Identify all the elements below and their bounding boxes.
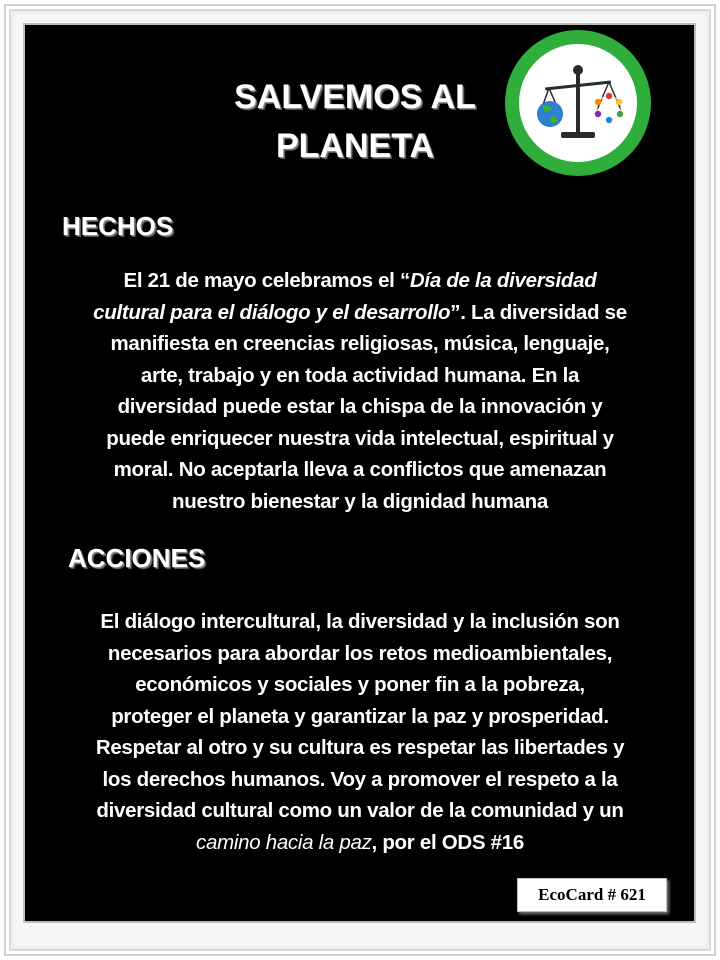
- acciones-line: El diálogo intercultural, la diversidad y la inclusión son: [100, 610, 620, 633]
- hechos-line: moral. No aceptarla lleva a conflictos que amenazan: [113, 458, 607, 481]
- hechos-paragraph: [39, 265, 681, 517]
- hechos-line: nuestro bienestar y la dignidad humana: [172, 489, 548, 513]
- hechos-line: manifiesta en creencias religiosas, música, lenguaje,: [110, 332, 610, 355]
- globe-icon: [537, 101, 563, 127]
- hechos-line: diversidad puede estar la chispa de la innovación y: [117, 395, 603, 418]
- acciones-line: proteger el planeta y garantizar la paz y prosperidad.: [111, 704, 609, 728]
- acciones-line: económicos y sociales y poner fin a la pobreza,: [135, 673, 585, 696]
- acciones-line: los derechos humanos. Voy a promover el respeto a la: [102, 767, 618, 791]
- acciones-line: Respetar al otro y su cultura es respetar las libertades y: [95, 736, 625, 759]
- acciones-line: necesarios para abordar los retos medioambientales,: [107, 641, 613, 665]
- page-title: SALVEMOS AL PLANETA: [234, 78, 476, 165]
- ecocard-label: EcoCard # 621: [517, 878, 667, 912]
- hechos-line: arte, trabajo y en toda actividad humana. En la: [140, 363, 580, 387]
- acciones-heading: ACCIONES: [68, 543, 206, 573]
- hechos-line: cultural para el diálogo y el desarrollo”. La diversidad se: [93, 300, 627, 324]
- logo-bottom-text: ...SALVAN AL PLANETA: [526, 126, 630, 163]
- logo-top-text: TUS ACCIONES...: [533, 43, 623, 72]
- acciones-line: diversidad cultural como un valor de la comunidad y un: [96, 799, 624, 822]
- hechos-line: El 21 de mayo celebramos el “Día de la diversidad: [123, 269, 597, 292]
- tus-acciones-logo: [505, 30, 651, 176]
- hechos-heading: HECHOS: [62, 211, 174, 241]
- hechos-line: puede enriquecer nuestra vida intelectual, espiritual y: [106, 426, 614, 450]
- acciones-line: camino hacia la paz, por el ODS #16: [196, 830, 524, 854]
- acciones-paragraph: [39, 606, 681, 858]
